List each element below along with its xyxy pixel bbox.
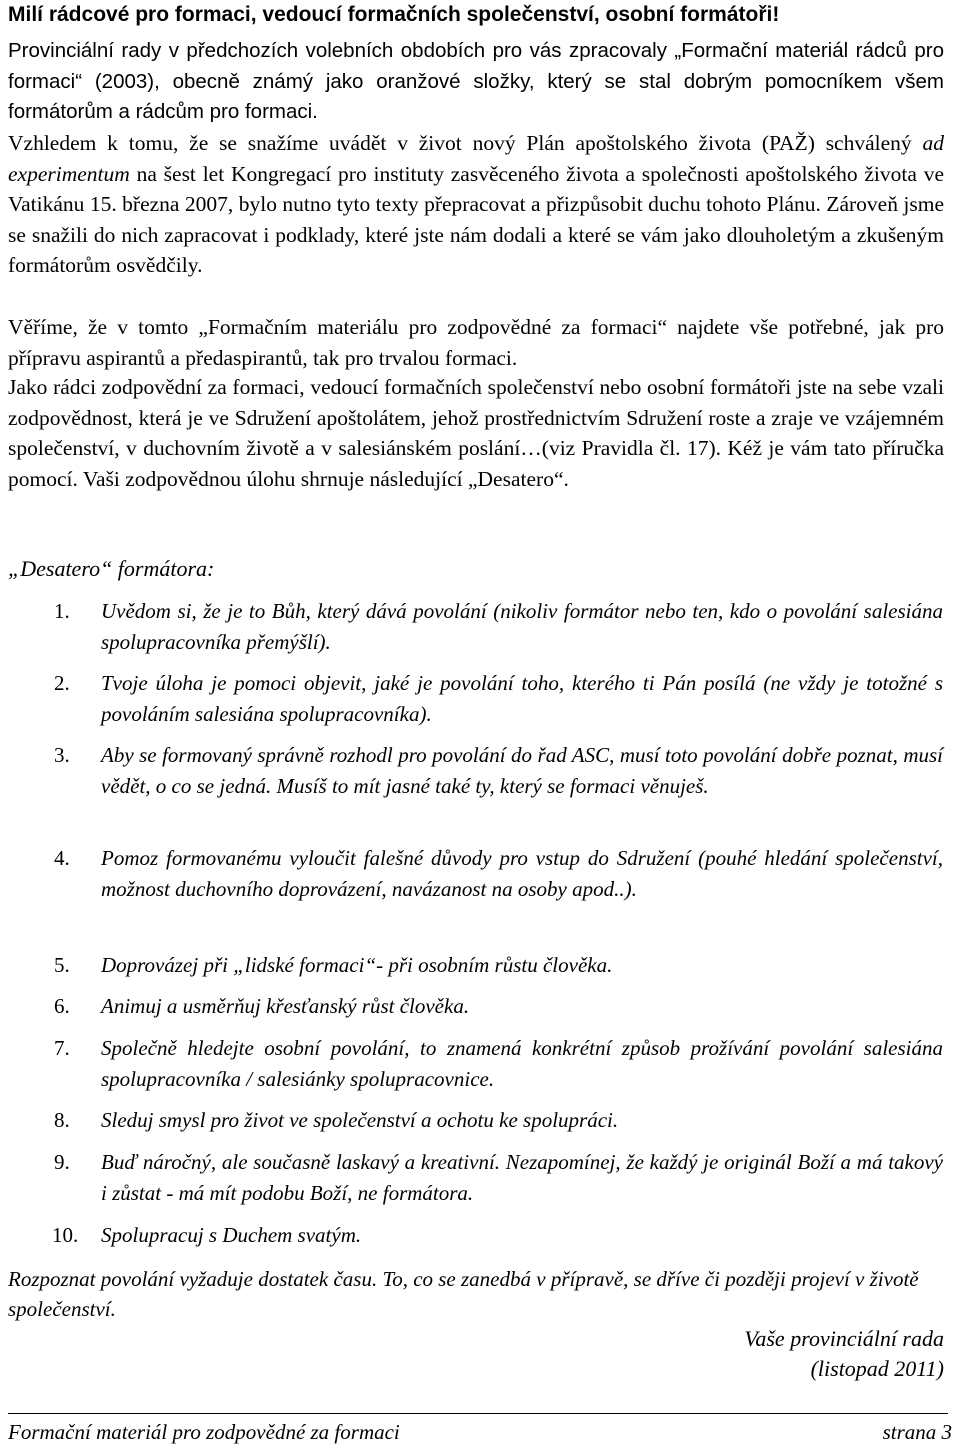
closing-note: Rozpoznat povolání vyžaduje dostatek času. To, co se zanedbá v přípravě, se dříve či později projeví v životě společenství.: [8, 1267, 919, 1321]
list-item-number: 10.: [52, 1223, 79, 1247]
list-item-number: 8.: [54, 1108, 70, 1132]
list-item-text: Aby se formovaný správně rozhodl pro povolání do řad ASC, musí toto povolání dobře poznat, musí vědět, o co se jedná. Musíš to mít jasné také ty, který se formaci věnuješ.: [101, 743, 943, 798]
list-item-text: Pomoz formovanému vyloučit falešné důvody pro vstup do Sdružení (pouhé hledání společenství, možnost duchovního doprovázení, navázanost na osoby apod..).: [101, 846, 943, 901]
intro-paragraph-2-italic: ad experimentum: [8, 131, 944, 186]
list-item-text: Společně hledejte osobní povolání, to znamená konkrétní způsob prožívání povolání salesiána spolupracovníka / salesiánky spolupracovnice.: [101, 1036, 943, 1091]
list-item-number: 7.: [54, 1036, 70, 1060]
footer-page-number: strana 3: [882, 1420, 952, 1444]
intro-paragraph-1: Provinciální rady v předchozích volebních obdobích pro vás zpracovaly „Formační materiál rádců pro formaci“ (2003), obecně známý jako oranžové složky, který se stal dobrým pomocníkem všem formátorům a rádcům pro formaci.: [8, 39, 944, 123]
list-item-number: 3.: [54, 743, 70, 767]
list-item-text: Animuj a usměrňuj křesťanský růst člověka.: [101, 994, 470, 1018]
intro-paragraph-2-part2: na šest let Kongregací pro instituty zasvěceného života a společnosti apoštolského života ve Vatikánu 15. března 2007, bylo nutno tyto texty přepracovat a přizpůsobit duchu tohoto Plánu. Zároveň jsme se snažili do nich zapracovat i podklady, které jste nám dodali a které se vám jako dlouholetým a zkušeným formátorům osvědčily.: [8, 161, 944, 277]
list-item-text: Spolupracuj s Duchem svatým.: [101, 1223, 362, 1247]
list-item-number: 2.: [54, 671, 70, 695]
list-item-text: Doprovázej při „lidské formaci“- při osobním růstu člověka.: [101, 953, 613, 977]
list-item-number: 5.: [54, 953, 70, 977]
intro-paragraph-2: [8, 128, 944, 281]
list-item-number: 1.: [54, 599, 70, 623]
page-title: Milí rádcové pro formaci, vedoucí formačních společenství, osobní formátoři!: [8, 3, 780, 26]
list-item-text: Sleduj smysl pro život ve společenství a ochotu ke spolupráci.: [101, 1108, 619, 1132]
intro-paragraph-2-part1: Vzhledem k tomu, že se snažíme uvádět v život nový Plán apoštolského života (PAŽ) schválený: [8, 131, 923, 155]
signature-name: Vaše provinciální rada: [744, 1326, 944, 1351]
list-item-number: 9.: [54, 1150, 70, 1174]
signature-date: (listopad 2011): [810, 1356, 944, 1381]
list-item-text: Uvědom si, že je to Bůh, který dává povolání (nikoliv formátor nebo ten, kdo o povolání salesiána spolupracovníka přemýšlí).: [101, 599, 943, 654]
list-item-number: 6.: [54, 994, 70, 1018]
intro-paragraph-4: Jako rádci zodpovědní za formaci, vedoucí formačních společenství nebo osobní formátoři jste na sebe vzali zodpovědnost, která je ve Sdružení apoštolátem, jehož prostřednictvím Sdružení roste a zraje ve vzájemném společenství, v duchovním životě a v salesiánském poslání…(viz Pravidla čl. 17). Kéž je vám tato příručka pomocí. Vaši zodpovědnou úlohu shrnuje následující „Desatero“.: [8, 375, 944, 491]
list-item-number: 4.: [54, 846, 70, 870]
list-item-text: Buď náročný, ale současně laskavý a kreativní. Nezapomínej, že každý je originál Boží a má takový i zůstat - má mít podobu Boží, ne formátora.: [101, 1150, 943, 1205]
signature: [744, 1324, 944, 1384]
footer-divider: [8, 1413, 948, 1414]
intro-paragraph-3: Věříme, že v tomto „Formačním materiálu pro zodpovědné za formaci“ najdete vše potřebné, jak pro přípravu aspirantů a předaspirantů, tak pro trvalou formaci.: [8, 315, 944, 370]
list-item-text: Tvoje úloha je pomoci objevit, jaké je povolání toho, kterého ti Pán posílá (ne vždy je totožné s povoláním salesiána spolupracovníka).: [101, 671, 943, 726]
decalogue-heading: „Desatero“ formátora:: [8, 556, 215, 581]
footer-document-title: Formační materiál pro zodpovědné za formaci: [8, 1420, 400, 1444]
